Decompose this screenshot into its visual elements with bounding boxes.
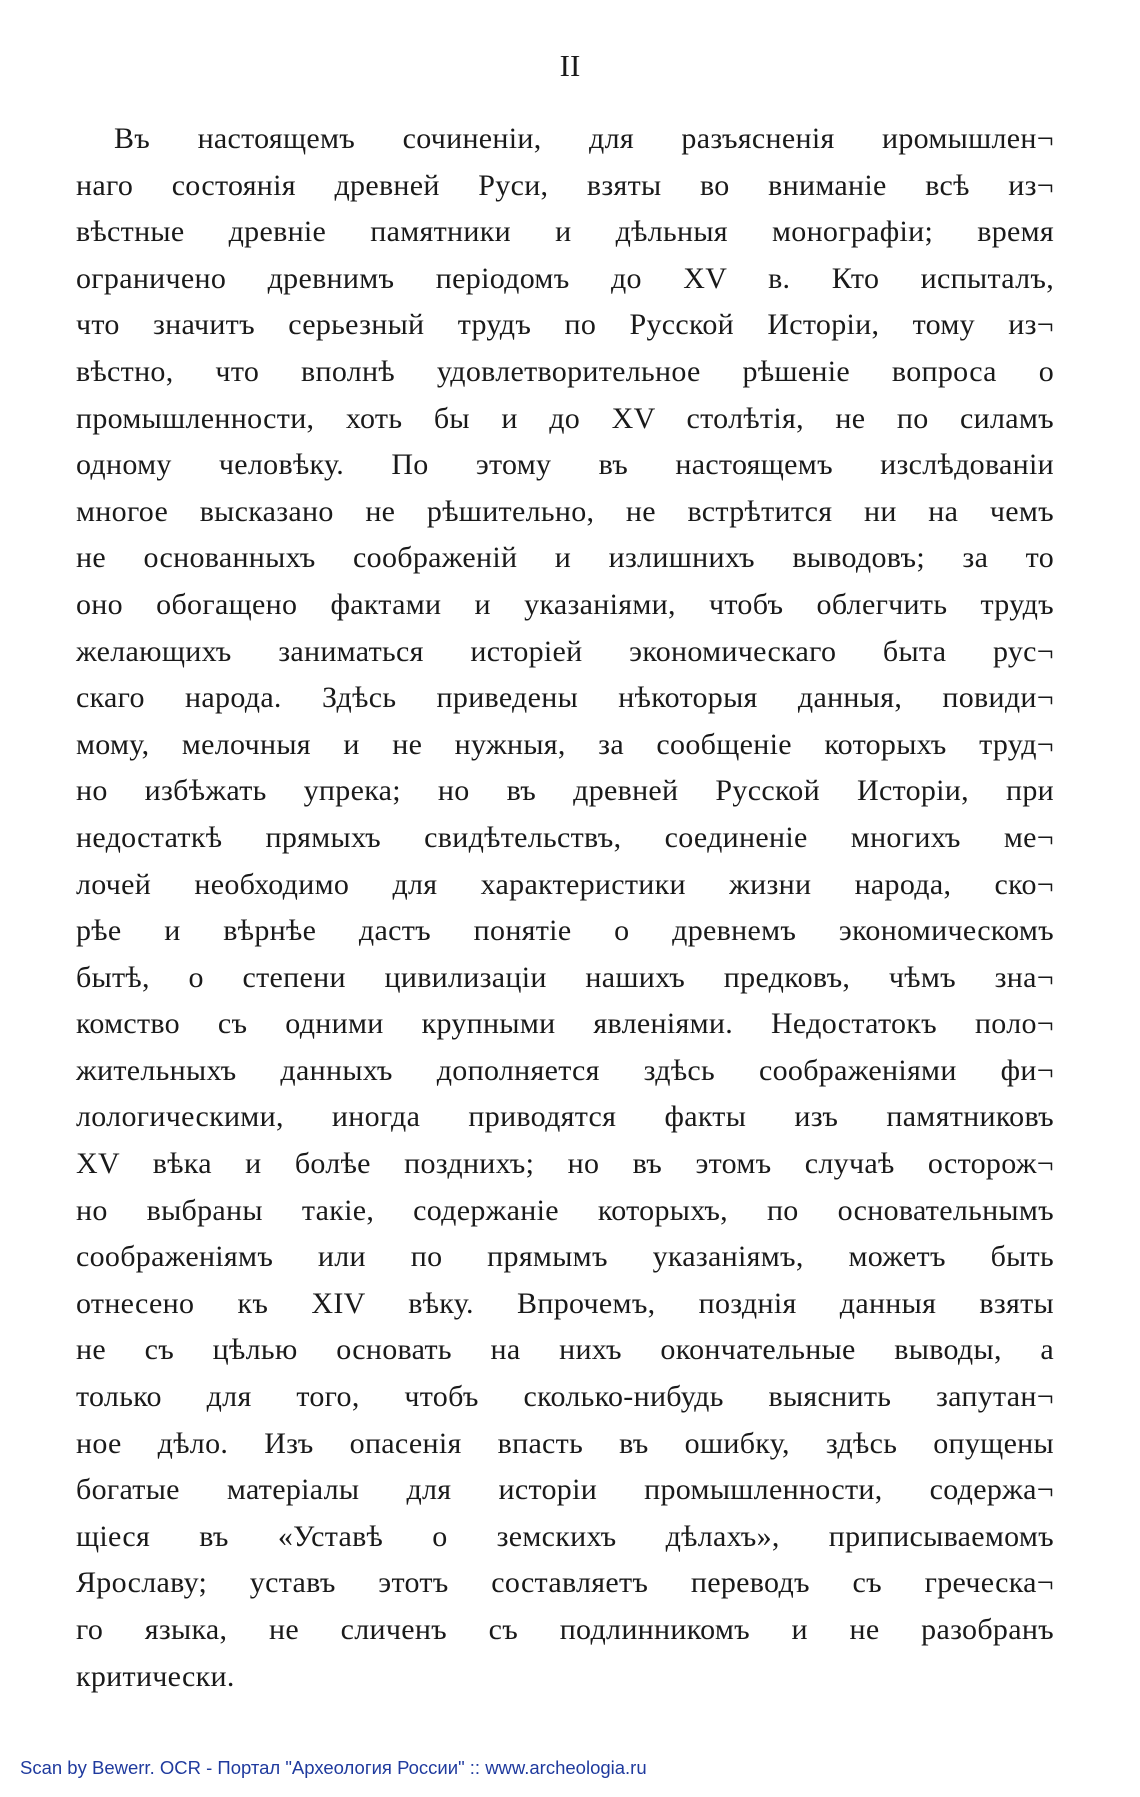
text-line: не основанныхъ соображеній и излишнихъ выводовъ; за то (76, 541, 1054, 575)
scan-credit: Scan by Bewerr. OCR - Портал "Археология России" :: www.archeologia.ru (20, 1757, 647, 1778)
text-line: но выбраны такіе, содержаніе которыхъ, по основательнымъ (76, 1193, 1054, 1227)
text-line: соображеніямъ или по прямымъ указаніямъ, можетъ быть (76, 1240, 1054, 1274)
text-line: желающихъ заниматься исторіей экономическаго быта рус¬ (76, 634, 1054, 668)
text-line: комство съ одними крупными явленіями. Недостатокъ поло¬ (76, 1007, 1054, 1041)
text-line: оно обогащено фактами и указаніями, чтобъ облегчить трудъ (76, 587, 1054, 621)
text-line: вѣстные древніе памятники и дѣльныя монографіи; время (76, 215, 1054, 249)
text-line: го языка, не сличенъ съ подлинникомъ и не разобранъ (76, 1613, 1054, 1646)
text-line: рѣе и вѣрнѣе дастъ понятіе о древнемъ экономическомъ (76, 914, 1054, 948)
text-line: ное дѣло. Изъ опасенія впасть въ ошибку, здѣсь опущены (76, 1426, 1054, 1460)
text-line: вѣстно, что вполнѣ удовлетворительное рѣшеніе вопроса о (76, 354, 1054, 388)
text-line: но избѣжать упрека; но въ древней Русской Исторіи, при (76, 774, 1054, 808)
text-line: недостаткѣ прямыхъ свидѣтельствъ, соединеніе многихъ ме¬ (76, 820, 1054, 854)
text-line: отнесено къ XIV вѣку. Впрочемъ, позднія данныя взяты (76, 1286, 1054, 1320)
text-line: скаго народа. Здѣсь приведены нѣкоторыя данныя, повиди¬ (76, 681, 1054, 715)
text-line: Ярославу; уставъ этотъ составляетъ переводъ съ греческа¬ (76, 1566, 1054, 1600)
text-line: щіеся въ «Уставѣ о земскихъ дѣлахъ», приписываемомъ (76, 1519, 1054, 1553)
text-line: бытѣ, о степени цивилизаціи нашихъ предковъ, чѣмъ зна¬ (76, 960, 1054, 994)
text-line: одному человѣку. По этому въ настоящемъ изслѣдованіи (76, 448, 1054, 482)
text-line: мому, мелочныя и не нужныя, за сообщеніе которыхъ труд¬ (76, 727, 1054, 761)
text-line: промышленности, хоть бы и до XV столѣтія, не по силамъ (76, 401, 1054, 435)
text-line: богатые матеріалы для исторіи промышленности, содержа¬ (76, 1473, 1054, 1507)
text-line: многое высказано не рѣшительно, не встрѣтится ни на чемъ (76, 494, 1054, 528)
text-line: XV вѣка и болѣе позднихъ; но въ этомъ случаѣ осторож¬ (76, 1147, 1054, 1181)
page-number: II (559, 48, 581, 83)
text-line: что значитъ серьезный трудъ по Русской Исторіи, тому из¬ (76, 308, 1054, 342)
text-line: ограничено древнимъ періодомъ до XV в. Кто испыталъ, (76, 261, 1054, 295)
text-line: наго состоянія древней Руси, взяты во вниманіе всѣ из¬ (76, 168, 1054, 202)
text-line: лочей необходимо для характеристики жизни народа, ско¬ (76, 867, 1054, 901)
text-line: лологическими, иногда приводятся факты изъ памятниковъ (76, 1100, 1054, 1134)
text-line: критически. (76, 1659, 235, 1693)
text-line: Въ настоящемъ сочиненіи, для разъясненія иромышлен¬ (114, 122, 1054, 155)
body-paragraph (76, 116, 1054, 1700)
text-line: только для того, чтобъ сколько-нибудь выяснить запутан¬ (76, 1380, 1054, 1414)
text-line: жительныхъ данныхъ дополняется здѣсь соображеніями фи¬ (76, 1053, 1054, 1087)
text-line: не съ цѣлью основать на нихъ окончательные выводы, а (76, 1333, 1054, 1367)
